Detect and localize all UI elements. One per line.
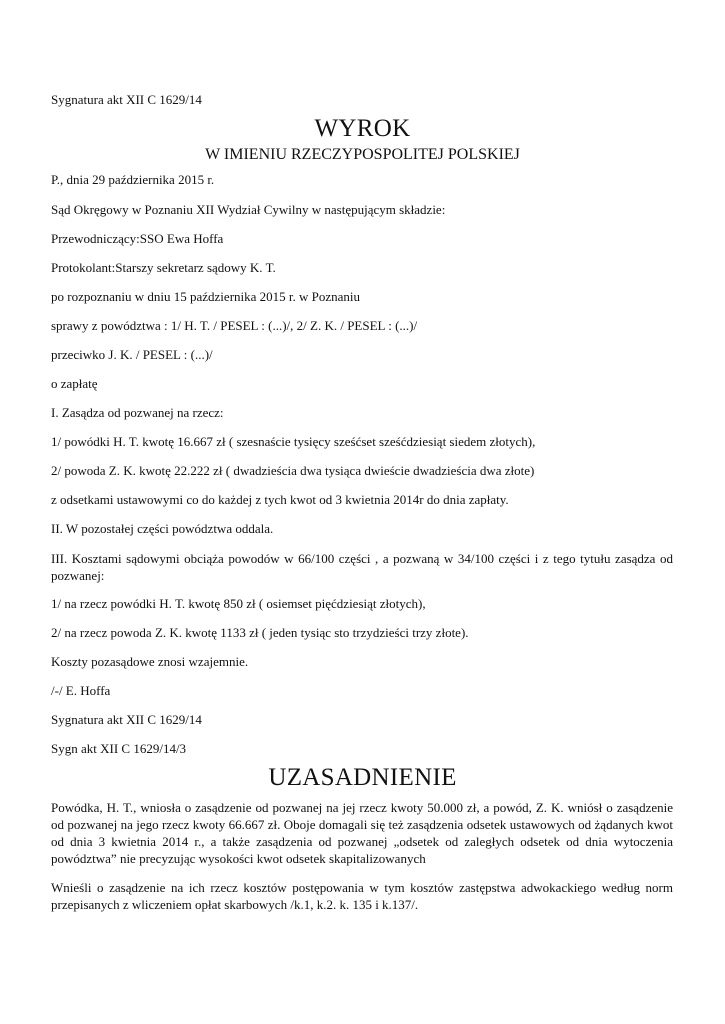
subject-line: o zapłatę xyxy=(51,376,98,391)
clerk-line: Protokolant:Starszy sekretarz sądowy K. T. xyxy=(51,260,276,275)
justification-paragraph-1: Powódka, H. T., wniosła o zasądzenie od pozwanej na jej rzecz kwoty 50.000 zł, a powód, Z. K. wniósł o zasądzenie od pozwanej na jego rzecz kwoty 66.667 zł. Oboje domagali się też zasądzenia odsetek ustawowych od żądanych kwot od dnia 3 kwietnia 2014 r., a także zasądzenia od pozwanej „odsetek od zaległych odsetek od dnia wytoczenia powództwa” nie precyzując wysokości kwot odsetek skapitalizowanych xyxy=(51,800,673,866)
chair-line: Przewodniczący:SSO Ewa Hoffa xyxy=(51,231,224,246)
case-signature-bottom: Sygnatura akt XII C 1629/14 xyxy=(51,712,202,727)
court-line: Sąd Okręgowy w Poznaniu XII Wydział Cywilny w następującym składzie: xyxy=(51,202,446,217)
defendant-line: przeciwko J. K. / PESEL : (...)/ xyxy=(51,347,213,362)
case-signature-short: Sygn akt XII C 1629/14/3 xyxy=(51,741,187,756)
interest-line: z odsetkami ustawowymi co do każdej z tych kwot od 3 kwietnia 2014r do dnia zapłaty. xyxy=(51,492,509,507)
plaintiffs-line: sprawy z powództwa : 1/ H. T. / PESEL : (...)/, 2/ Z. K. / PESEL : (...)/ xyxy=(51,318,418,333)
verdict-point-2: II. W pozostałej części powództwa oddala. xyxy=(51,521,274,536)
verdict-point-1-item-1: 1/ powódki H. T. kwotę 16.667 zł ( szesnaście tysięcy sześćset sześćdziesiąt siedem złotych), xyxy=(51,434,536,449)
judge-signature: /-/ E. Hoffa xyxy=(51,683,111,698)
verdict-point-3: III. Kosztami sądowymi obciąża powodów w 66/100 części , a pozwaną w 34/100 części i z tego tytułu zasądza od pozwanej: xyxy=(51,551,673,583)
verdict-point-1: I. Zasądza od pozwanej na rzecz: xyxy=(51,405,224,420)
verdict-point-1-item-2: 2/ powoda Z. K. kwotę 22.222 zł ( dwadzieścia dwa tysiąca dwieście dwadzieścia dwa złote) xyxy=(51,463,535,478)
hearing-line: po rozpoznaniu w dniu 15 października 2015 r. w Poznaniu xyxy=(51,289,361,304)
document-subtitle: W IMIENIU RZECZYPOSPOLITEJ POLSKIEJ xyxy=(205,146,520,163)
verdict-point-3-item-2: 2/ na rzecz powoda Z. K. kwotę 1133 zł ( jeden tysiąc sto trzydzieści trzy złote). xyxy=(51,625,469,640)
justification-title: UZASADNIENIE xyxy=(268,764,457,791)
costs-line: Koszty pozasądowe znosi wzajemnie. xyxy=(51,654,249,669)
justification-paragraph-2: Wnieśli o zasądzenie na ich rzecz kosztów postępowania w tym kosztów zastępstwa adwokackiego według norm przepisanych z wliczeniem opłat skarbowych /k.1, k.2. k. 135 i k.137/. xyxy=(51,880,673,912)
verdict-point-3-item-1: 1/ na rzecz powódki H. T. kwotę 850 zł ( osiemset pięćdziesiąt złotych), xyxy=(51,596,426,611)
document-title: WYROK xyxy=(314,115,411,142)
date-line: P., dnia 29 października 2015 r. xyxy=(51,172,215,187)
case-signature: Sygnatura akt XII C 1629/14 xyxy=(51,92,202,107)
